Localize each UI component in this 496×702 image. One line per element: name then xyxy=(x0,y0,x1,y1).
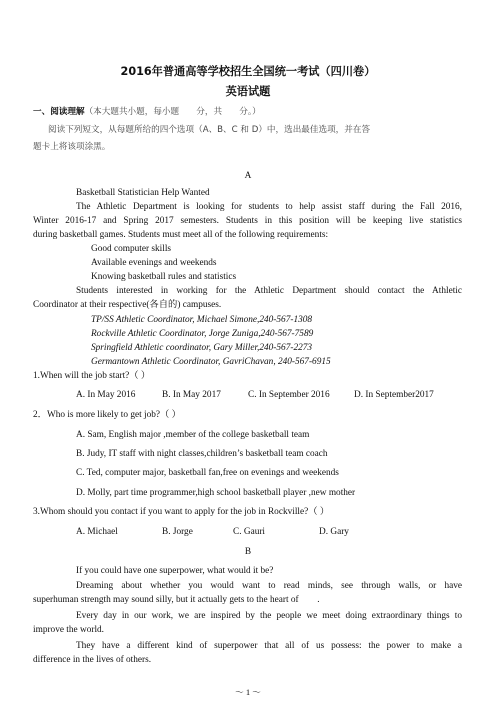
contact-line: Rockville Athletic Coordinator, Jorge Zuniga,240-567-7589 xyxy=(91,329,314,339)
exam-subtitle: 英语试题 xyxy=(225,85,271,98)
question-2: 2．Who is more likely to get job?（ ） xyxy=(33,410,181,420)
q2-option-d: D. Molly, part time programmer,high school basketball player ,new mother xyxy=(76,488,356,498)
passage-b-line: Every day in our work, we are inspired by the people we meet doing extraordinary things to xyxy=(76,611,462,621)
q2-option-b: B. Judy, IT staff with night classes,children’s basketball team coach xyxy=(76,449,328,459)
passage-b-line: They have a different kind of superpower that all of us possess: the power to make a xyxy=(76,641,462,651)
requirement-item: Knowing basketball rules and statistics xyxy=(91,272,237,282)
section-note: （本大题共小题，每小题 分，共 分。） xyxy=(84,107,261,117)
passage-a-para1-line-1: The Athletic Department is looking for students to help assist staff during the Fall 2016, xyxy=(76,202,462,212)
q1-option-b: B. In May 2017 xyxy=(162,390,221,400)
q3-option-c: C. Gauri xyxy=(233,527,266,537)
contact-line: Germantown Athletic Coordinator, GavriChavan, 240-567-6915 xyxy=(91,357,331,367)
passage-b-line: superhuman strength may sound silly, but it actually gets to the heart of . xyxy=(33,595,320,605)
section-heading: 一、阅读理解 xyxy=(33,107,85,117)
q1-option-d: D. In September2017 xyxy=(354,390,434,400)
passage-a-para2-line-2: Coordinator at their respective(各自的) campuses. xyxy=(33,300,222,310)
passage-b-label: B xyxy=(244,547,252,557)
passage-b-line: Dreaming about whether you would want to read minds, see through walls, or have xyxy=(76,581,462,591)
passage-b-line: If you could have one superpower, what would it be? xyxy=(76,566,274,576)
question-1: 1.When will the job start?（ ） xyxy=(33,371,151,381)
passage-a-para2-line-1: Students interested in working for the Athletic Department should contact the Athletic xyxy=(76,286,462,296)
instructions-line-1: 阅读下列短文，从每题所给的四个选项（A、B、C 和 D）中，选出最佳选项，并在答 xyxy=(48,125,371,135)
contact-line: TP/SS Athletic Coordinator, Michael Simone,240-567-1308 xyxy=(91,315,313,325)
page-number-footer: ～ 1 ～ xyxy=(235,687,261,697)
passage-b-line: difference in the lives of others. xyxy=(33,655,152,665)
passage-b-line: improve the world. xyxy=(33,625,105,635)
section-header xyxy=(33,108,261,117)
contact-line: Springfield Athletic coordinator, Gary Miller,240-567-2273 xyxy=(91,343,313,353)
q3-option-b: B. Jorge xyxy=(162,527,193,537)
requirement-item: Available evenings and weekends xyxy=(91,258,217,268)
q1-option-a: A. In May 2016 xyxy=(76,390,136,400)
q3-option-a: A. Michael xyxy=(76,527,118,537)
instructions-line-2: 题卡上将该项涂黑。 xyxy=(33,142,111,152)
passage-a-para1-line-2: Winter 2016-17 and Spring 2017 semesters. Students in this position will be keeping live statistics xyxy=(33,216,462,226)
question-3: 3.Whom should you contact if you want to apply for the job in Rockville?（ ） xyxy=(33,507,330,517)
passage-a-heading: Basketball Statistician Help Wanted xyxy=(76,188,210,198)
q1-option-c: C. In September 2016 xyxy=(248,390,330,400)
q2-option-a: A. Sam, English major ,member of the college basketball team xyxy=(76,430,310,440)
q2-option-c: C. Ted, computer major, basketball fan,free on evenings and weekends xyxy=(76,468,339,478)
q3-option-d: D. Gary xyxy=(319,527,349,537)
passage-a-label: A xyxy=(244,171,252,181)
passage-a-para1-line-3: during basketball games. Students must meet all of the following requirements: xyxy=(33,230,329,240)
exam-title: 2016年普通高等学校招生全国统一考试（四川卷） xyxy=(120,65,376,78)
requirement-item: Good computer skills xyxy=(91,244,172,254)
